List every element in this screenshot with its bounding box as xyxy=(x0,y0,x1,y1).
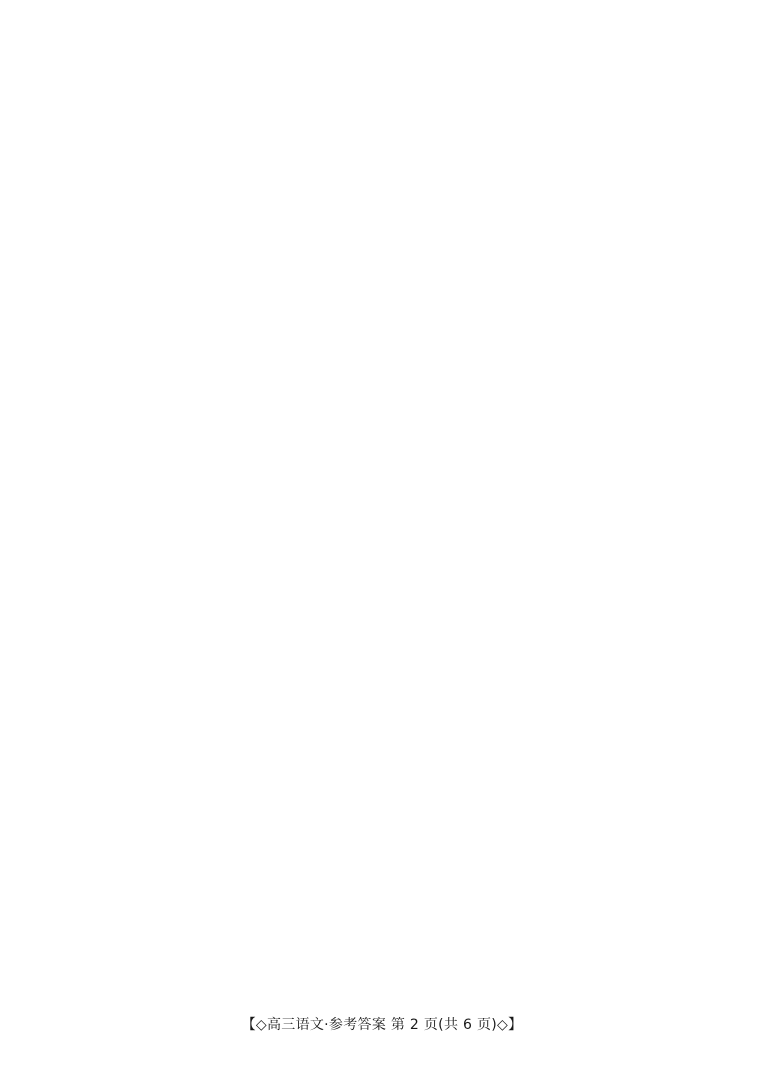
page-footer: 【◇高三语文·参考答案 第 2 页(共 6 页)◇】 xyxy=(241,1017,523,1033)
